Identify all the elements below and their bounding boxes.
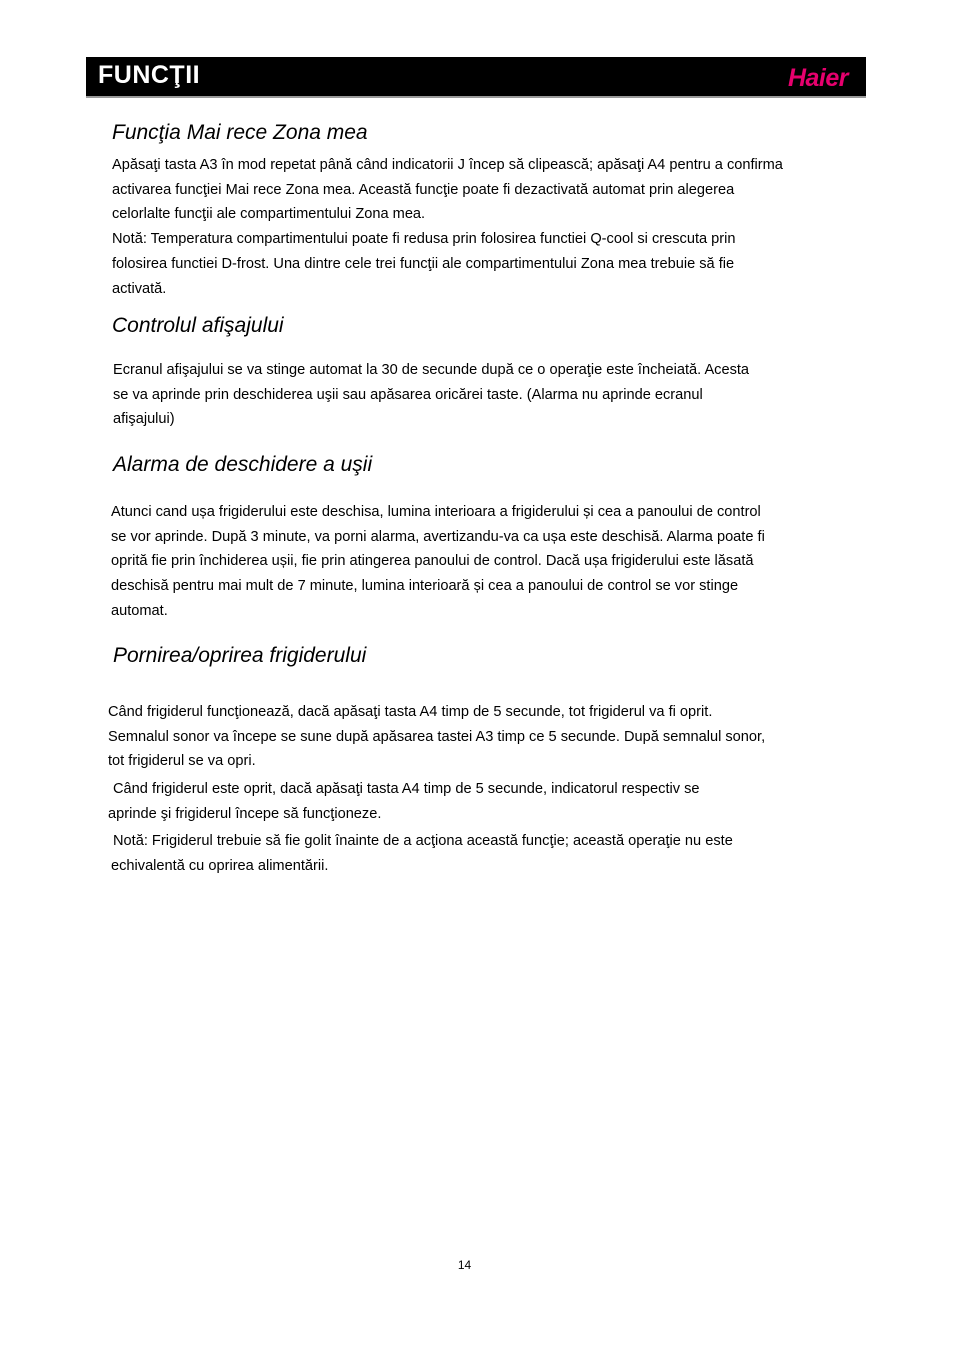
paragraph-line: se va aprinde prin deschiderea uşii sau apăsarea oricărei taste. (Alarma nu aprinde ecranul [113, 386, 703, 403]
paragraph-line: activată. [112, 280, 167, 297]
paragraph-line: afişajului) [113, 411, 175, 428]
paragraph-line: Apăsaţi tasta A3 în mod repetat până când indicatorii J încep să clipească; apăsaţi A4 pentru a confirma [112, 157, 783, 173]
page-title: FUNCŢII [98, 61, 201, 89]
section-paragraph-controlul-afisajului [113, 358, 749, 432]
paragraph-line: echivalentă cu oprirea alimentării. [111, 857, 329, 874]
page-number: 14 [457, 1258, 472, 1272]
paragraph-line: celorlalte funcţii ale compartimentului Zona mea. [112, 206, 426, 223]
paragraph-line: automat. [111, 602, 168, 619]
paragraph-line: Semnalul sonor va începe se sune după apăsarea tastei A3 timp ce 5 secunde. După semnalul sonor, [108, 728, 766, 745]
paragraph-line: oprită fie prin închiderea ușii, fie prin atingerea panoului de control. Dacă ușa frigiderului este lăsată [111, 553, 754, 570]
section-paragraph-alarma-usii [111, 500, 765, 624]
section-heading-alarma-usii: Alarma de deschidere a uşii [113, 453, 373, 476]
paragraph-line: Notă: Temperatura compartimentului poate fi redusa prin folosirea functiei Q-cool si crescuta prin [112, 231, 736, 248]
paragraph-line: Notă: Frigiderul trebuie să fie golit înainte de a acţiona această funcţie; această operaţie nu este [113, 833, 733, 849]
section-heading-pornirea-oprirea: Pornirea/oprirea frigiderului [113, 644, 367, 667]
paragraph-line: tot frigiderul se va opri. [108, 753, 256, 770]
section-paragraph-pornirea-1 [108, 700, 765, 774]
paragraph-line: Când frigiderul este oprit, dacă apăsaţi tasta A4 timp de 5 secunde, indicatorul respectiv se [113, 781, 700, 797]
section-heading-controlul-afisajului: Controlul afişajului [112, 314, 284, 337]
page-header-bar [86, 57, 866, 98]
paragraph-line: activarea funcţiei Mai rece Zona mea. Această funcţie poate fi dezactivată automat prin alegerea [112, 181, 735, 198]
paragraph-line: deschisă pentru mai mult de 7 minute, lumina interioară și cea a panoului de control se vor stinge [111, 578, 739, 595]
section-paragraph-mai-rece [112, 153, 783, 301]
paragraph-line: Când frigiderul funcţionează, dacă apăsaţi tasta A4 timp de 5 secunde, tot frigiderul va fi oprit. [108, 704, 713, 720]
section-paragraph-pornirea-2 [108, 777, 700, 826]
brand-logo: Haier [787, 64, 848, 92]
section-heading-mai-rece: Funcţia Mai rece Zona mea [112, 121, 368, 144]
paragraph-line: se vor aprinde. După 3 minute, va porni alarma, avertizandu-va ca ușa este deschisă. Alarma poate fi [111, 528, 765, 545]
paragraph-line: Atunci cand ușa frigiderului este deschisa, lumina interioara a frigiderului și cea a panoului de control [111, 504, 761, 520]
section-paragraph-pornirea-nota [111, 829, 733, 878]
paragraph-line: aprinde şi frigiderul începe să funcţioneze. [108, 805, 382, 822]
paragraph-line: folosirea functiei D-frost. Una dintre cele trei funcţii ale compartimentului Zona mea trebuie să fie [112, 255, 735, 272]
paragraph-line: Ecranul afişajului se va stinge automat la 30 de secunde după ce o operaţie este încheiată. Acesta [113, 362, 750, 378]
